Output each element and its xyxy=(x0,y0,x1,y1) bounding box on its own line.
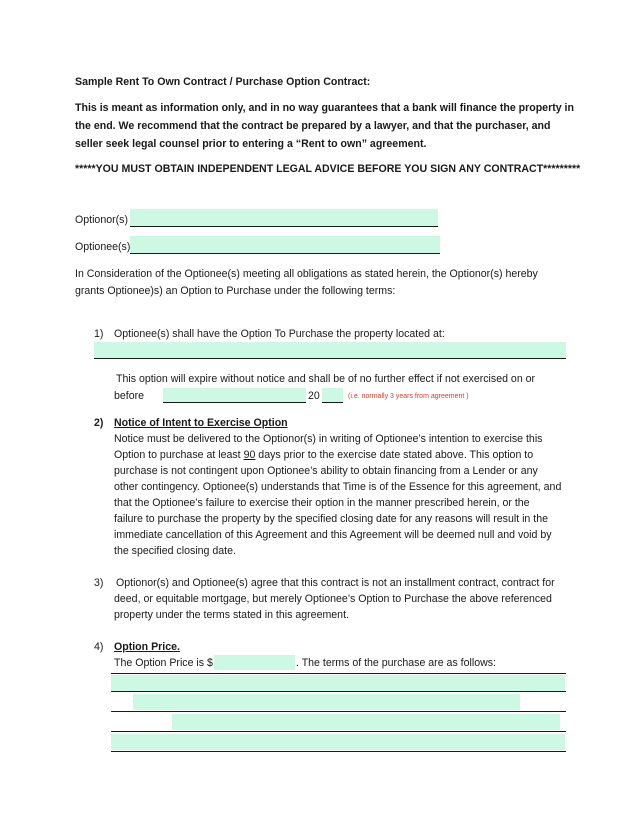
optionor-name-field[interactable] xyxy=(130,209,438,226)
notice-days-value: 90 xyxy=(243,449,256,461)
consideration-line-1: In Consideration of the Optionee(s) meeting all obligations as stated herein, the Optionor(s) hereby xyxy=(75,268,538,280)
purchase-terms-underline-4 xyxy=(111,751,566,752)
expire-date-field[interactable] xyxy=(163,388,306,402)
section-3-line-2: deed, or equitable mortgage, but merely Optionee’s Option to Purchase the above referenced xyxy=(114,593,552,605)
section-2-line-8: the specified closing date. xyxy=(114,545,236,557)
expire-year-underline xyxy=(322,402,343,403)
purchase-terms-underline-1 xyxy=(111,691,566,692)
property-address-field[interactable] xyxy=(94,342,566,358)
expire-text-line-1: This option will expire without notice and shall be of no further effect if not exercised on or xyxy=(116,373,536,385)
section-4-title: Option Price. xyxy=(114,641,180,653)
disclaimer-line-1: This is meant as information only, and in no way guarantees that a bank will finance the property in xyxy=(75,102,574,114)
section-2-line-2 xyxy=(114,449,533,461)
purchase-terms-field-3[interactable] xyxy=(172,714,560,730)
optionor-label: Optionor(s) xyxy=(75,214,128,226)
optionee-label: Optionee(s) xyxy=(75,241,131,253)
section-1-text: Optionee(s) shall have the Option To Purchase the property located at: xyxy=(114,328,445,340)
section-2-line-2-end: days prior to the exercise date stated above. This option to xyxy=(255,449,534,461)
section-3-line-3: property under the terms stated in this agreement. xyxy=(114,609,349,621)
expire-before-label: before xyxy=(114,390,145,402)
section-2-title: Notice of Intent to Exercise Option xyxy=(114,417,288,429)
property-address-underline xyxy=(94,358,566,359)
expire-year-field[interactable] xyxy=(322,388,343,402)
optionor-underline xyxy=(130,226,438,227)
purchase-terms-field-4[interactable] xyxy=(111,734,565,750)
purchase-terms-underline-2 xyxy=(111,711,566,712)
option-price-post: . The terms of the purchase are as follows: xyxy=(296,657,497,669)
section-2-line-7: immediate cancellation of this Agreement and this Agreement will be deemed null and void by xyxy=(114,529,552,541)
disclaimer-line-2: the end. We recommend that the contract be prepared by a lawyer, and that the purchaser, and xyxy=(75,120,551,132)
section-1-number: 1) xyxy=(94,328,104,340)
optionee-underline xyxy=(130,253,440,254)
section-2-line-6: failure to purchase the property by the specified closing date for any reasons will result in the xyxy=(114,513,548,525)
section-2-line-5: that the Optionee’s failure to exercise their option in the manner prescribed herein, or the xyxy=(114,497,530,509)
optionee-name-field[interactable] xyxy=(130,236,440,253)
disclaimer-line-3: seller seek legal counsel prior to entering a “Rent to own” agreement. xyxy=(75,138,427,150)
purchase-terms-underline-3 xyxy=(111,731,566,732)
section-2-line-4: other contingency. Optionee(s) understands that Time is of the Essence for this agreement, and xyxy=(114,481,562,493)
purchase-terms-line-top xyxy=(111,673,566,674)
consideration-line-2: grants Optionee)s) an Option to Purchase under the following terms: xyxy=(75,285,396,297)
section-2-line-3: purchase is not contingent upon Optionee’s ability to obtain financing from a Lender or any xyxy=(114,465,538,477)
option-price-pre: The Option Price is $ xyxy=(114,657,213,669)
expire-date-underline xyxy=(163,402,306,403)
section-3-number: 3) xyxy=(94,577,104,589)
section-2-line-2-start: Option to purchase at least xyxy=(114,449,244,461)
section-4-number: 4) xyxy=(94,641,104,653)
section-2-line-1: Notice must be delivered to the Optionor(s) in writing of Optionee’s intention to exercise this xyxy=(114,433,543,445)
expire-note: (i.e. normally 3 years from agreement ) xyxy=(348,393,469,400)
document-title: Sample Rent To Own Contract / Purchase Option Contract: xyxy=(75,76,371,88)
section-2-number: 2) xyxy=(94,417,104,429)
purchase-terms-field-2[interactable] xyxy=(133,694,520,710)
option-price-field[interactable] xyxy=(214,655,295,670)
purchase-terms-field-1[interactable] xyxy=(111,675,565,691)
expire-year-prefix: 20 xyxy=(308,390,320,402)
section-3-line-1: Optionor(s) and Optionee(s) agree that this contract is not an installment contract, contract for xyxy=(116,577,555,589)
legal-advice-warning: *****YOU MUST OBTAIN INDEPENDENT LEGAL ADVICE BEFORE YOU SIGN ANY CONTRACT********* xyxy=(75,163,581,175)
